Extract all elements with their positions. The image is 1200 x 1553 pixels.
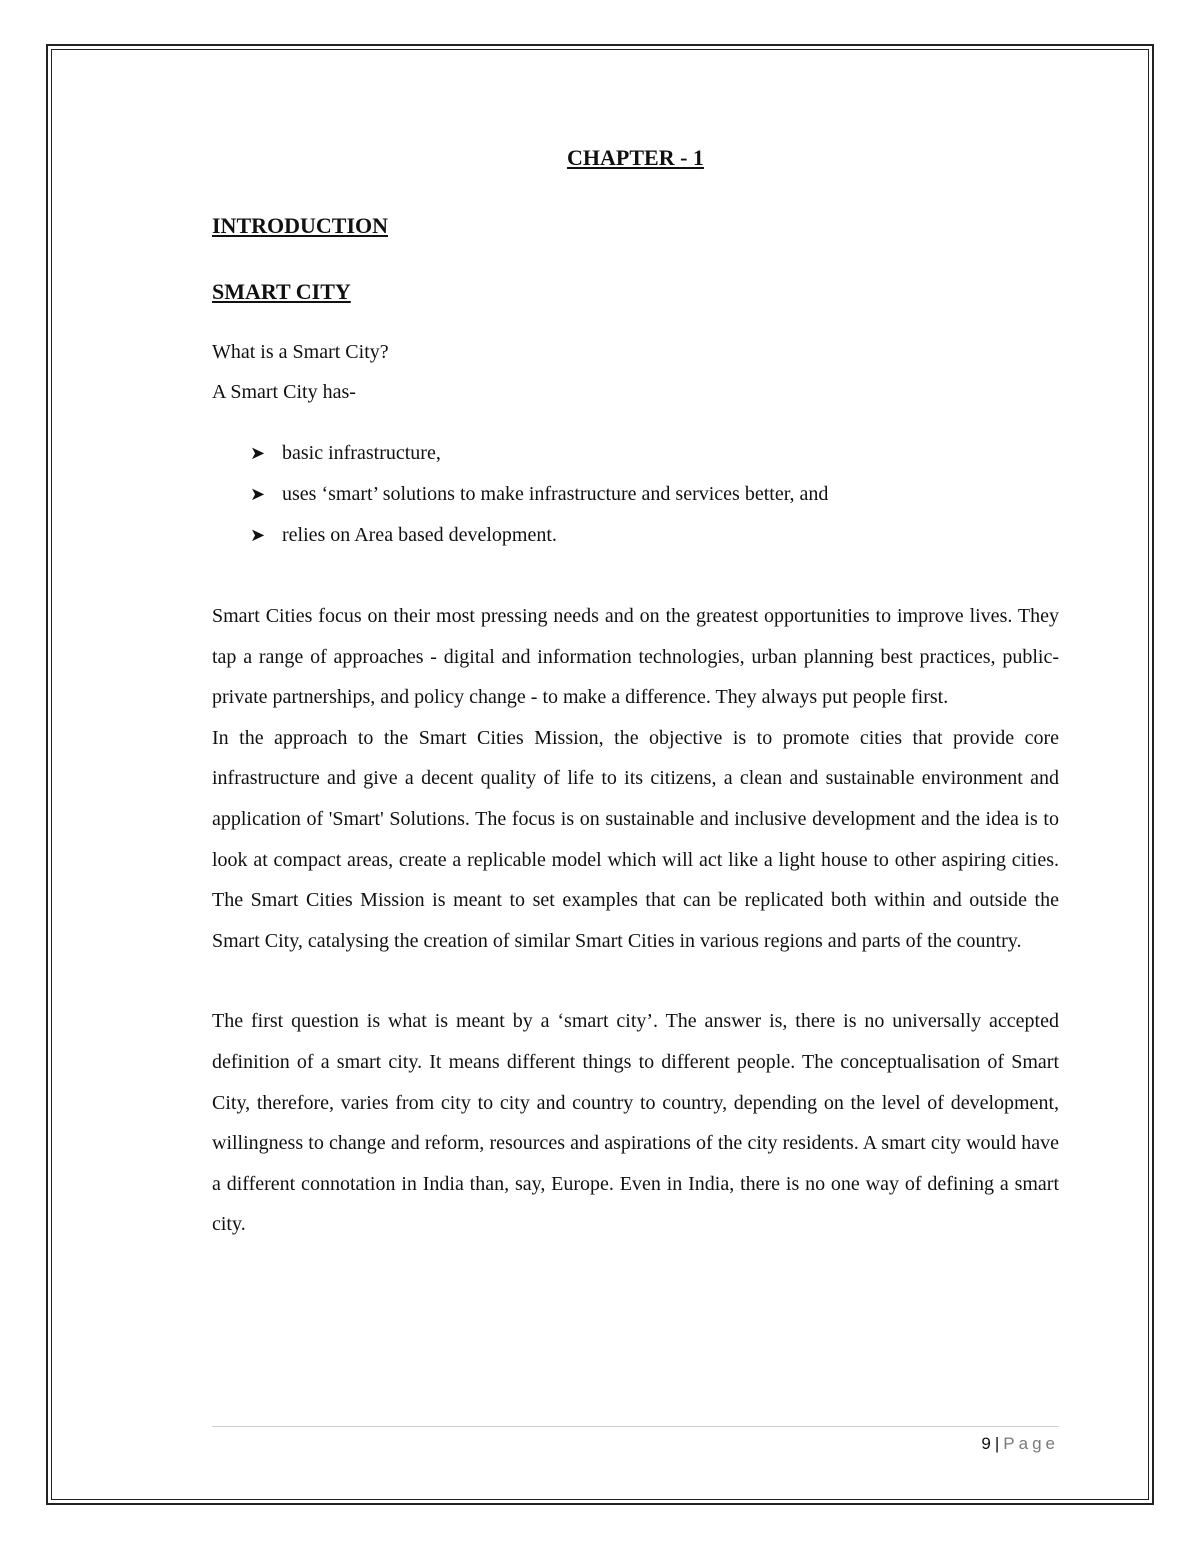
list-item	[250, 515, 1059, 556]
intro-line: A Smart City has-	[212, 381, 356, 403]
arrowhead-bullet-icon: ➤	[250, 525, 266, 546]
list-item-text: relies on Area based development.	[282, 524, 557, 546]
bullet-list	[212, 433, 1059, 556]
page-number: 9	[981, 1434, 991, 1453]
paragraph-3: The first question is what is meant by a ‘smart city’. The answer is, there is no universally accepted definition of a smart city. It means different things to different people. The conceptualisation of Smart City, therefore, varies from city to city and country to country, depending on the level of development, willingness to change and reform, resources and aspirations of the city residents. A smart city would have a different connotation in India than, say, Europe. Even in India, there is no one way of defining a smart city.	[212, 1010, 1059, 1236]
paragraph-2: In the approach to the Smart Cities Mission, the objective is to promote cities that provide core infrastructure and give a decent quality of life to its citizens, a clean and sustainable environment and application of 'Smart' Solutions. The focus is on sustainable and inclusive development and the idea is to look at compact areas, create a replicable model which will act like a light house to other aspiring cities. The Smart Cities Mission is meant to set examples that can be replicated both within and outside the Smart City, catalysing the creation of similar Smart Cities in various regions and parts of the country.	[212, 726, 1059, 952]
arrowhead-bullet-icon: ➤	[250, 443, 266, 464]
page-footer	[212, 1432, 1059, 1456]
footer-separator: |	[994, 1434, 1000, 1453]
section-title: INTRODUCTION	[212, 213, 389, 238]
list-item-text: uses ‘smart’ solutions to make infrastructure and services better, and	[282, 483, 829, 505]
list-item-text: basic infrastructure,	[282, 442, 441, 464]
list-item	[250, 474, 1059, 515]
subsection-title: SMART CITY	[212, 279, 351, 304]
list-item	[250, 433, 1059, 474]
paragraph-1: Smart Cities focus on their most pressing needs and on the greatest opportunities to improve lives. They tap a range of approaches - digital and information technologies, urban planning best practices, public-private partnerships, and policy change - to make a difference. They always put people first.	[212, 605, 1059, 709]
chapter-title: CHAPTER - 1	[567, 145, 704, 170]
page-label: Page	[1003, 1434, 1059, 1453]
question-line: What is a Smart City?	[212, 341, 389, 363]
page-content	[212, 140, 1059, 1245]
footer-divider	[212, 1426, 1059, 1427]
arrowhead-bullet-icon: ➤	[250, 484, 266, 505]
